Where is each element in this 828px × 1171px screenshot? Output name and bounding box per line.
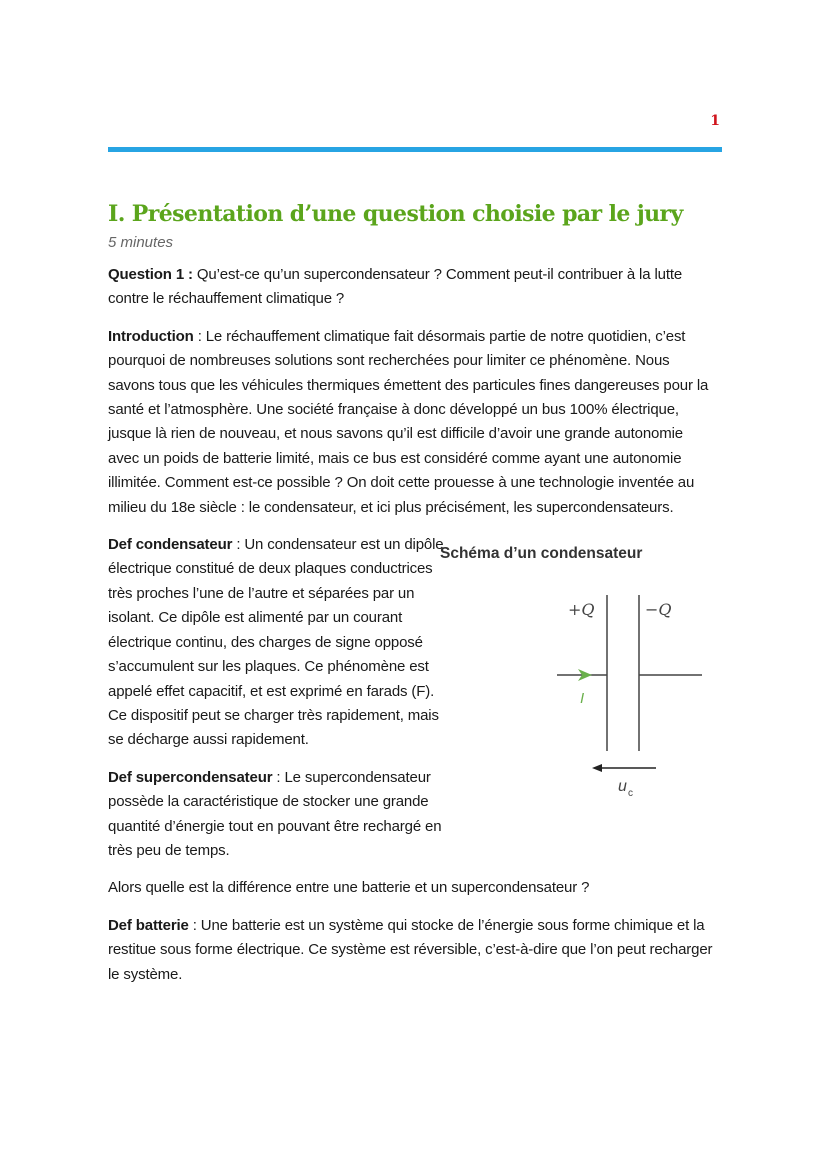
question-paragraph xyxy=(108,263,718,312)
def-batterie-label: Def batterie xyxy=(108,916,189,934)
def-batterie-paragraph xyxy=(108,914,718,987)
introduction-paragraph xyxy=(108,325,718,520)
introduction-label: Introduction xyxy=(108,327,194,345)
voltage-subscript: c xyxy=(628,788,633,800)
duration-note: 5 minutes xyxy=(108,234,174,251)
plus-q-label: +Q xyxy=(568,600,595,620)
def-supercondensateur-text: : Le supercondensateur possède la caractéristique de stocker une grande quantité d’énergie tout en pouvant être rechargé en très peu de temps. xyxy=(108,768,442,859)
minus-q-label: −Q xyxy=(645,600,672,620)
def-condensateur-text: : Un condensateur est un dipôle électrique constitué de deux plaques conductrices très proches l’une de l’autre et séparées par un isolant. Ce dipôle est alimenté par un courant électrique continu, des charges de signe opposé s’accumulent sur les plaques. Ce phénomène est appelé effet capacitif, et est exprimé en farads (F). Ce dispositif peut se charger très rapidement, mais se décharge aussi rapidement. xyxy=(108,536,444,749)
section-heading: I. Présentation d’une question choisie par le jury xyxy=(108,201,683,227)
def-batterie-text: : Une batterie est un système qui stocke de l’énergie sous forme chimique et la restitue sous forme électrique. Ce système est réversible, c’est-à-dire que l’on peut recharger le système. xyxy=(108,916,713,983)
capacitor-diagram xyxy=(450,571,718,821)
page-content xyxy=(108,198,718,1000)
def-supercondensateur-label: Def supercondensateur xyxy=(108,768,273,786)
figure-title: Schéma d’un condensateur xyxy=(440,545,643,563)
voltage-label: u xyxy=(618,778,627,796)
question-label: Question 1 : xyxy=(108,266,193,283)
current-label: I xyxy=(580,690,585,708)
capacitor-figure xyxy=(440,531,718,823)
header-rule xyxy=(108,147,722,152)
page-number: 1 xyxy=(710,113,720,129)
difference-question: Alors quelle est la différence entre une batterie et un supercondensateur ? xyxy=(108,879,590,897)
def-condensateur-label: Def condensateur xyxy=(108,536,233,554)
introduction-text: : Le réchauffement climatique fait désormais partie de notre quotidien, c’est pourquoi de nombreuses solutions sont recherchées pour limiter ce phénomène. Nous savons tous que les véhicules thermiques émettent des particules fines dangereuses pour la santé et l’atmosphère. Une société française à donc développé un bus 100% électrique, jusque là rien de nouveau, et nous savons qu’il est difficile d’avoir une grande autonomie avec un poids de batterie limité, mais ce bus est considéré comme ayant une autonomie illimitée. Comment est-ce possible ? On doit cette prouesse à une technologie inventée au milieu du 18e siècle : le condensateur, et ici plus précisément, les supercondensateurs. xyxy=(108,327,709,516)
voltage-arrow-icon xyxy=(592,764,602,772)
question-text: Qu’est-ce qu’un supercondensateur ? Comment peut-il contribuer à la lutte contre le réchauffement climatique ? xyxy=(108,266,683,308)
